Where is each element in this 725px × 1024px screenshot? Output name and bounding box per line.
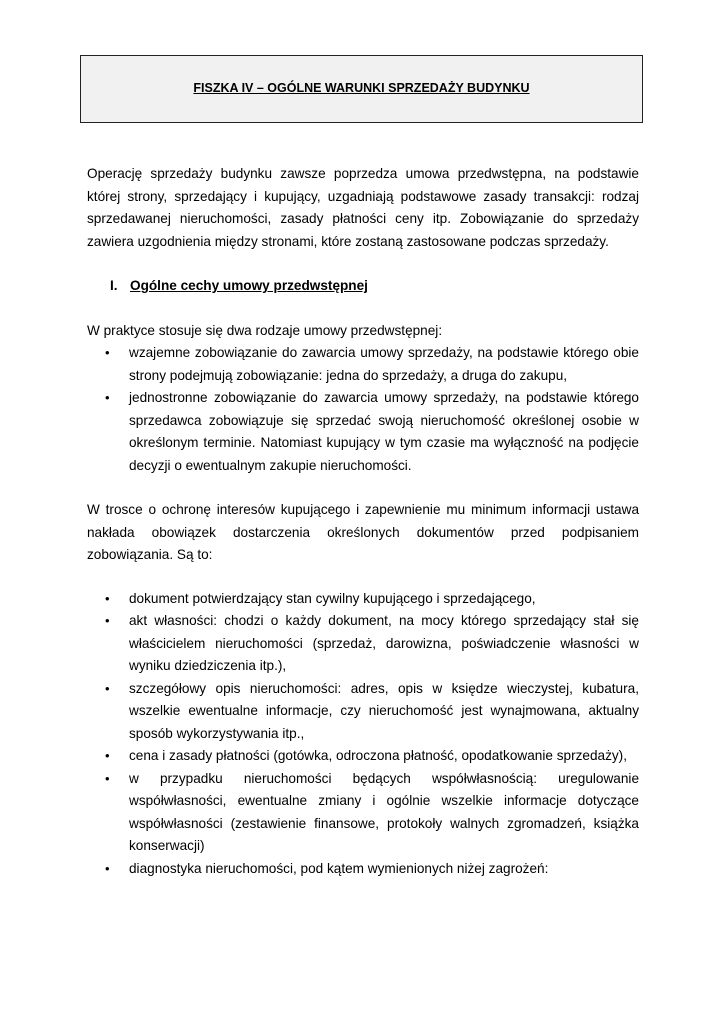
list-item bbox=[87, 588, 639, 611]
list-item-text: akt własności: chodzi o każdy dokument, na mocy którego sprzedający stał się właścicielem nieruchomości (sprzedaż, darowizna, poświadczenie własności w wyniku dziedziczenia itp.), bbox=[129, 613, 639, 673]
list-item-text: szczegółowy opis nieruchomości: adres, opis w księdze wieczystej, kubatura, wszelkie ewentualne informacje, czy nieruchomość jest wynajmowana, aktualny sposób wykorzystywania itp., bbox=[129, 680, 639, 741]
section-number: I. bbox=[110, 278, 118, 293]
list-item-text: dokument potwierdzający stan cywilny kupującego i sprzedającego, bbox=[129, 590, 536, 606]
section-heading bbox=[110, 275, 639, 298]
list-item-text: cena i zasady płatności (gotówka, odroczona płatność, opodatkowanie sprzedaży), bbox=[129, 748, 627, 763]
bullet-icon: • bbox=[105, 680, 110, 696]
list-item-text: jednostronne zobowiązanie do zawarcia umowy sprzedaży, na podstawie którego sprzedawca zobowiązuje się sprzedać swoją nieruchomość określonej osobie w określonym terminie. Natomiast kupujący w tym czasie ma wyłączność na podjęcie decyzji o ewentualnym zakupie nieruchomości. bbox=[129, 390, 639, 473]
types-paragraph: W praktyce stosuje się dwa rodzaje umowy przedwstępnej: bbox=[87, 322, 443, 338]
bullet-icon: • bbox=[105, 748, 110, 763]
list-item-text: w przypadku nieruchomości będących współwłasnością: uregulowanie współwłasności, ewentualne zmiany i ogólnie wszelkie informacje dotyczące współwłasności (zestawienie finansowe, protokoły walnych zgromadzeń, książka konserwacji) bbox=[129, 770, 639, 853]
bullet-icon: • bbox=[105, 390, 110, 405]
list-item bbox=[87, 387, 639, 477]
bullet-icon: • bbox=[105, 770, 110, 786]
list-item bbox=[87, 678, 639, 746]
list-item bbox=[87, 745, 639, 768]
agreement-types-list bbox=[87, 342, 639, 477]
list-item bbox=[87, 342, 639, 387]
document-body bbox=[87, 163, 639, 880]
list-item bbox=[87, 858, 639, 881]
bullet-icon: • bbox=[105, 345, 110, 360]
list-item-text: wzajemne zobowiązanie do zawarcia umowy sprzedaży, na podstawie którego obie strony podejmują zobowiązanie: jedna do sprzedaży, a druga do zakupu, bbox=[129, 345, 639, 383]
intro-paragraph: Operację sprzedaży budynku zawsze poprzedza umowa przedwstępna, na podstawie której strony, sprzedający i kupujący, uzgadniają podstawowe zasady transakcji: rodzaj sprzedawanej nieruchomości, zasady płatności ceny itp. Zobowiązanie do sprzedaży zawiera uzgodnienia między stronami, które zostaną zastosowane podczas sprzedaży. bbox=[87, 166, 639, 249]
bullet-icon: • bbox=[105, 860, 110, 876]
title-box bbox=[80, 55, 643, 123]
section-title: Ogólne cechy umowy przedwstępnej bbox=[130, 278, 368, 293]
list-item-text: diagnostyka nieruchomości, pod kątem wymienionych niżej zagrożeń: bbox=[129, 860, 549, 876]
documents-paragraph: W trosce o ochronę interesów kupującego i zapewnienie mu minimum informacji ustawa nakłada obowiązek dostarczenia określonych dokumentów przed podpisaniem zobowiązania. Są to: bbox=[87, 502, 639, 562]
bullet-icon: • bbox=[105, 613, 110, 628]
list-item bbox=[87, 768, 639, 858]
required-documents-list bbox=[87, 588, 639, 881]
page-title: FISZKA IV – OGÓLNE WARUNKI SPRZEDAŻY BUDYNKU bbox=[193, 81, 530, 95]
bullet-icon: • bbox=[105, 590, 110, 606]
list-item bbox=[87, 610, 639, 678]
